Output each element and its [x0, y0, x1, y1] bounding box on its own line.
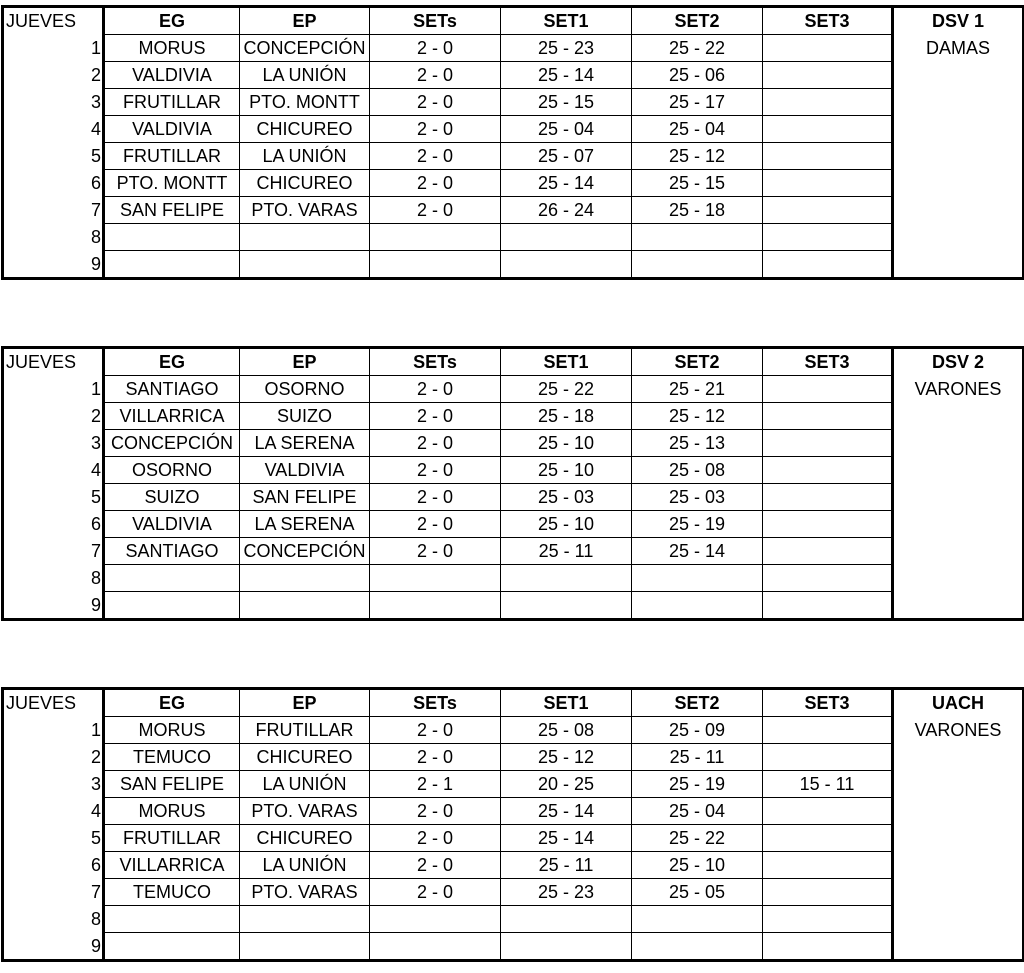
table-row [3, 511, 1024, 538]
match-number: 1 [90, 38, 101, 58]
cell-set2: 25 - 17 [632, 89, 763, 116]
cell-sets: 2 - 0 [370, 143, 501, 170]
cell-set3 [763, 511, 893, 538]
cell-eg [104, 565, 240, 592]
cell-set1: 25 - 07 [501, 143, 632, 170]
match-number: 3 [90, 433, 101, 453]
cell-set3 [763, 565, 893, 592]
cell-set1: 25 - 14 [501, 170, 632, 197]
cell-ep: LA UNIÓN [240, 143, 370, 170]
cell-set3 [763, 35, 893, 62]
cell-eg [104, 933, 240, 961]
table-row [3, 825, 1024, 852]
division-subtitle: VARONES [914, 378, 1002, 399]
cell-set2: 25 - 12 [632, 403, 763, 430]
cell-set2 [632, 565, 763, 592]
cell-ep: LA SERENA [240, 511, 370, 538]
cell-ep: VALDIVIA [240, 457, 370, 484]
match-number: 3 [90, 774, 101, 794]
cell-set3 [763, 852, 893, 879]
table-row [3, 197, 1024, 224]
table-row [3, 116, 1024, 143]
cell-sets: 2 - 0 [370, 457, 501, 484]
cell-set2: 25 - 19 [632, 511, 763, 538]
table-row [3, 224, 1024, 251]
match-number: 4 [90, 119, 101, 139]
cell-set2 [632, 592, 763, 620]
cell-ep: CHICUREO [240, 116, 370, 143]
match-number: 4 [90, 801, 101, 821]
cell-set3 [763, 251, 893, 279]
results-block-dsv1 [1, 5, 1022, 280]
cell-set1: 25 - 14 [501, 62, 632, 89]
table-row [3, 592, 1024, 620]
cell-set3 [763, 484, 893, 511]
cell-ep: CHICUREO [240, 170, 370, 197]
cell-set2: 25 - 08 [632, 457, 763, 484]
cell-set3 [763, 879, 893, 906]
cell-eg: MORUS [104, 798, 240, 825]
cell-set3 [763, 116, 893, 143]
cell-eg: MORUS [104, 717, 240, 744]
column-header-set1: SET1 [501, 689, 632, 717]
cell-sets: 2 - 0 [370, 430, 501, 457]
cell-sets: 2 - 0 [370, 798, 501, 825]
cell-eg: VILLARRICA [104, 403, 240, 430]
cell-set1: 25 - 10 [501, 430, 632, 457]
cell-set1: 25 - 11 [501, 852, 632, 879]
cell-ep: LA UNIÓN [240, 852, 370, 879]
header-row [3, 348, 1024, 376]
cell-set1: 26 - 24 [501, 197, 632, 224]
cell-eg: TEMUCO [104, 879, 240, 906]
results-table [1, 346, 1024, 621]
cell-set2: 25 - 14 [632, 538, 763, 565]
cell-set2 [632, 933, 763, 961]
results-block-uach [1, 687, 1022, 962]
cell-eg: SANTIAGO [104, 538, 240, 565]
cell-set3 [763, 197, 893, 224]
cell-sets [370, 933, 501, 961]
column-header-sets: SETs [370, 348, 501, 376]
cell-set3 [763, 376, 893, 403]
cell-set3 [763, 798, 893, 825]
cell-eg: OSORNO [104, 457, 240, 484]
cell-set1 [501, 251, 632, 279]
cell-sets [370, 906, 501, 933]
cell-set3 [763, 403, 893, 430]
column-header-eg: EG [104, 348, 240, 376]
cell-eg: VALDIVIA [104, 116, 240, 143]
column-header-set2: SET2 [632, 348, 763, 376]
cell-eg: FRUTILLAR [104, 825, 240, 852]
cell-eg [104, 224, 240, 251]
table-row [3, 538, 1024, 565]
cell-ep: FRUTILLAR [240, 717, 370, 744]
cell-set2 [632, 906, 763, 933]
cell-sets: 2 - 0 [370, 376, 501, 403]
header-row [3, 7, 1024, 35]
cell-set1: 25 - 23 [501, 879, 632, 906]
column-header-eg: EG [104, 689, 240, 717]
cell-set2: 25 - 04 [632, 798, 763, 825]
cell-set1: 25 - 03 [501, 484, 632, 511]
column-header-set3: SET3 [763, 7, 893, 35]
table-row [3, 717, 1024, 744]
cell-set3 [763, 825, 893, 852]
table-row [3, 484, 1024, 511]
cell-ep [240, 933, 370, 961]
cell-eg: VILLARRICA [104, 852, 240, 879]
cell-set2: 25 - 10 [632, 852, 763, 879]
cell-set1: 25 - 10 [501, 511, 632, 538]
table-row [3, 251, 1024, 279]
cell-sets: 2 - 0 [370, 403, 501, 430]
match-number: 9 [90, 594, 101, 615]
match-number: 1 [90, 720, 101, 740]
cell-eg [104, 592, 240, 620]
cell-eg: SANTIAGO [104, 376, 240, 403]
cell-set3 [763, 224, 893, 251]
cell-set1: 25 - 04 [501, 116, 632, 143]
cell-set1: 25 - 14 [501, 825, 632, 852]
cell-sets [370, 592, 501, 620]
cell-sets: 2 - 0 [370, 852, 501, 879]
cell-set2: 25 - 19 [632, 771, 763, 798]
cell-eg: VALDIVIA [104, 511, 240, 538]
cell-ep: OSORNO [240, 376, 370, 403]
cell-ep: LA SERENA [240, 430, 370, 457]
division-panel [893, 35, 1024, 279]
division-title: DSV 2 [893, 348, 1024, 376]
cell-sets: 2 - 0 [370, 538, 501, 565]
match-number: 7 [90, 882, 101, 902]
cell-set3 [763, 143, 893, 170]
cell-eg: SUIZO [104, 484, 240, 511]
cell-ep [240, 224, 370, 251]
column-header-ep: EP [240, 689, 370, 717]
cell-ep [240, 906, 370, 933]
cell-set2: 25 - 22 [632, 825, 763, 852]
cell-set2 [632, 251, 763, 279]
cell-sets: 2 - 0 [370, 717, 501, 744]
table-row [3, 744, 1024, 771]
cell-set3 [763, 457, 893, 484]
cell-set3 [763, 906, 893, 933]
cell-set2: 25 - 03 [632, 484, 763, 511]
table-row [3, 906, 1024, 933]
cell-set2: 25 - 11 [632, 744, 763, 771]
day-label: JUEVES [6, 352, 77, 373]
cell-eg: CONCEPCIÓN [104, 430, 240, 457]
cell-set1: 25 - 11 [501, 538, 632, 565]
cell-set2: 25 - 18 [632, 197, 763, 224]
cell-set2: 25 - 21 [632, 376, 763, 403]
cell-set1: 25 - 15 [501, 89, 632, 116]
cell-ep [240, 565, 370, 592]
column-header-set1: SET1 [501, 348, 632, 376]
cell-eg: MORUS [104, 35, 240, 62]
cell-set1: 25 - 08 [501, 717, 632, 744]
cell-ep: PTO. VARAS [240, 879, 370, 906]
cell-set3 [763, 538, 893, 565]
cell-sets [370, 251, 501, 279]
match-number: 6 [90, 855, 101, 875]
cell-set2: 25 - 12 [632, 143, 763, 170]
cell-set3 [763, 430, 893, 457]
cell-set2: 25 - 15 [632, 170, 763, 197]
results-table [1, 687, 1024, 962]
cell-sets: 2 - 1 [370, 771, 501, 798]
cell-set1 [501, 592, 632, 620]
cell-set1: 25 - 23 [501, 35, 632, 62]
match-number: 1 [90, 379, 101, 399]
column-header-ep: EP [240, 7, 370, 35]
table-row [3, 143, 1024, 170]
cell-set3 [763, 62, 893, 89]
match-number: 8 [90, 909, 101, 929]
cell-set2: 25 - 05 [632, 879, 763, 906]
table-row [3, 89, 1024, 116]
day-label: JUEVES [6, 11, 77, 32]
column-header-set2: SET2 [632, 689, 763, 717]
results-table [1, 5, 1024, 280]
cell-sets: 2 - 0 [370, 484, 501, 511]
division-panel [893, 717, 1024, 961]
cell-set1: 25 - 22 [501, 376, 632, 403]
match-number: 7 [90, 200, 101, 220]
cell-ep: PTO. MONTT [240, 89, 370, 116]
column-header-ep: EP [240, 348, 370, 376]
cell-sets [370, 224, 501, 251]
table-row [3, 170, 1024, 197]
cell-sets: 2 - 0 [370, 744, 501, 771]
match-number: 2 [90, 65, 101, 85]
cell-set2 [632, 224, 763, 251]
cell-eg: FRUTILLAR [104, 89, 240, 116]
cell-ep: LA UNIÓN [240, 771, 370, 798]
cell-eg: SAN FELIPE [104, 771, 240, 798]
table-row [3, 798, 1024, 825]
cell-set3 [763, 89, 893, 116]
table-row [3, 879, 1024, 906]
column-header-eg: EG [104, 7, 240, 35]
column-header-set3: SET3 [763, 348, 893, 376]
column-header-set1: SET1 [501, 7, 632, 35]
division-subtitle: VARONES [914, 719, 1002, 740]
match-number: 4 [90, 460, 101, 480]
cell-eg: SAN FELIPE [104, 197, 240, 224]
cell-set2: 25 - 09 [632, 717, 763, 744]
column-header-sets: SETs [370, 689, 501, 717]
cell-eg: VALDIVIA [104, 62, 240, 89]
cell-set1: 25 - 12 [501, 744, 632, 771]
match-number: 2 [90, 747, 101, 767]
cell-set2: 25 - 13 [632, 430, 763, 457]
match-number: 5 [90, 146, 101, 166]
table-row [3, 430, 1024, 457]
column-header-sets: SETs [370, 7, 501, 35]
match-number: 3 [90, 92, 101, 112]
column-header-set3: SET3 [763, 689, 893, 717]
cell-ep: CONCEPCIÓN [240, 35, 370, 62]
table-row [3, 852, 1024, 879]
match-number: 8 [90, 568, 101, 588]
cell-eg: PTO. MONTT [104, 170, 240, 197]
cell-eg: TEMUCO [104, 744, 240, 771]
cell-set1: 20 - 25 [501, 771, 632, 798]
match-number: 5 [90, 487, 101, 507]
day-label: JUEVES [6, 693, 77, 714]
cell-set3 [763, 592, 893, 620]
table-row [3, 933, 1024, 961]
match-number: 5 [90, 828, 101, 848]
cell-sets: 2 - 0 [370, 62, 501, 89]
cell-set3 [763, 170, 893, 197]
cell-set1: 25 - 14 [501, 798, 632, 825]
cell-sets [370, 565, 501, 592]
table-row [3, 403, 1024, 430]
cell-ep: LA UNIÓN [240, 62, 370, 89]
cell-sets: 2 - 0 [370, 170, 501, 197]
cell-sets: 2 - 0 [370, 197, 501, 224]
cell-ep: PTO. VARAS [240, 798, 370, 825]
division-panel [893, 376, 1024, 620]
cell-set1: 25 - 18 [501, 403, 632, 430]
division-subtitle: DAMAS [925, 37, 990, 58]
column-header-set2: SET2 [632, 7, 763, 35]
division-title: DSV 1 [893, 7, 1024, 35]
cell-set1 [501, 933, 632, 961]
cell-sets: 2 - 0 [370, 116, 501, 143]
table-row [3, 565, 1024, 592]
table-row [3, 771, 1024, 798]
match-number: 6 [90, 514, 101, 534]
cell-set1: 25 - 10 [501, 457, 632, 484]
match-number: 7 [90, 541, 101, 561]
table-row [3, 62, 1024, 89]
match-number: 8 [90, 227, 101, 247]
cell-set3 [763, 933, 893, 961]
cell-sets: 2 - 0 [370, 825, 501, 852]
cell-ep: SUIZO [240, 403, 370, 430]
cell-ep: PTO. VARAS [240, 197, 370, 224]
cell-set3 [763, 744, 893, 771]
cell-sets: 2 - 0 [370, 35, 501, 62]
match-number: 9 [90, 935, 101, 956]
cell-set2: 25 - 22 [632, 35, 763, 62]
cell-eg [104, 906, 240, 933]
cell-set3: 15 - 11 [763, 771, 893, 798]
cell-eg [104, 251, 240, 279]
match-number: 9 [90, 253, 101, 274]
results-block-dsv2 [1, 346, 1022, 621]
cell-ep: CHICUREO [240, 744, 370, 771]
table-row [3, 457, 1024, 484]
cell-set2: 25 - 04 [632, 116, 763, 143]
match-number: 6 [90, 173, 101, 193]
cell-ep: CONCEPCIÓN [240, 538, 370, 565]
cell-ep: CHICUREO [240, 825, 370, 852]
cell-ep [240, 592, 370, 620]
match-number: 2 [90, 406, 101, 426]
cell-sets: 2 - 0 [370, 89, 501, 116]
cell-eg: FRUTILLAR [104, 143, 240, 170]
cell-ep [240, 251, 370, 279]
table-row [3, 35, 1024, 62]
header-row [3, 689, 1024, 717]
cell-set3 [763, 717, 893, 744]
cell-set1 [501, 224, 632, 251]
cell-set1 [501, 906, 632, 933]
division-title: UACH [893, 689, 1024, 717]
cell-sets: 2 - 0 [370, 879, 501, 906]
cell-set2: 25 - 06 [632, 62, 763, 89]
table-row [3, 376, 1024, 403]
cell-set1 [501, 565, 632, 592]
cell-sets: 2 - 0 [370, 511, 501, 538]
cell-ep: SAN FELIPE [240, 484, 370, 511]
